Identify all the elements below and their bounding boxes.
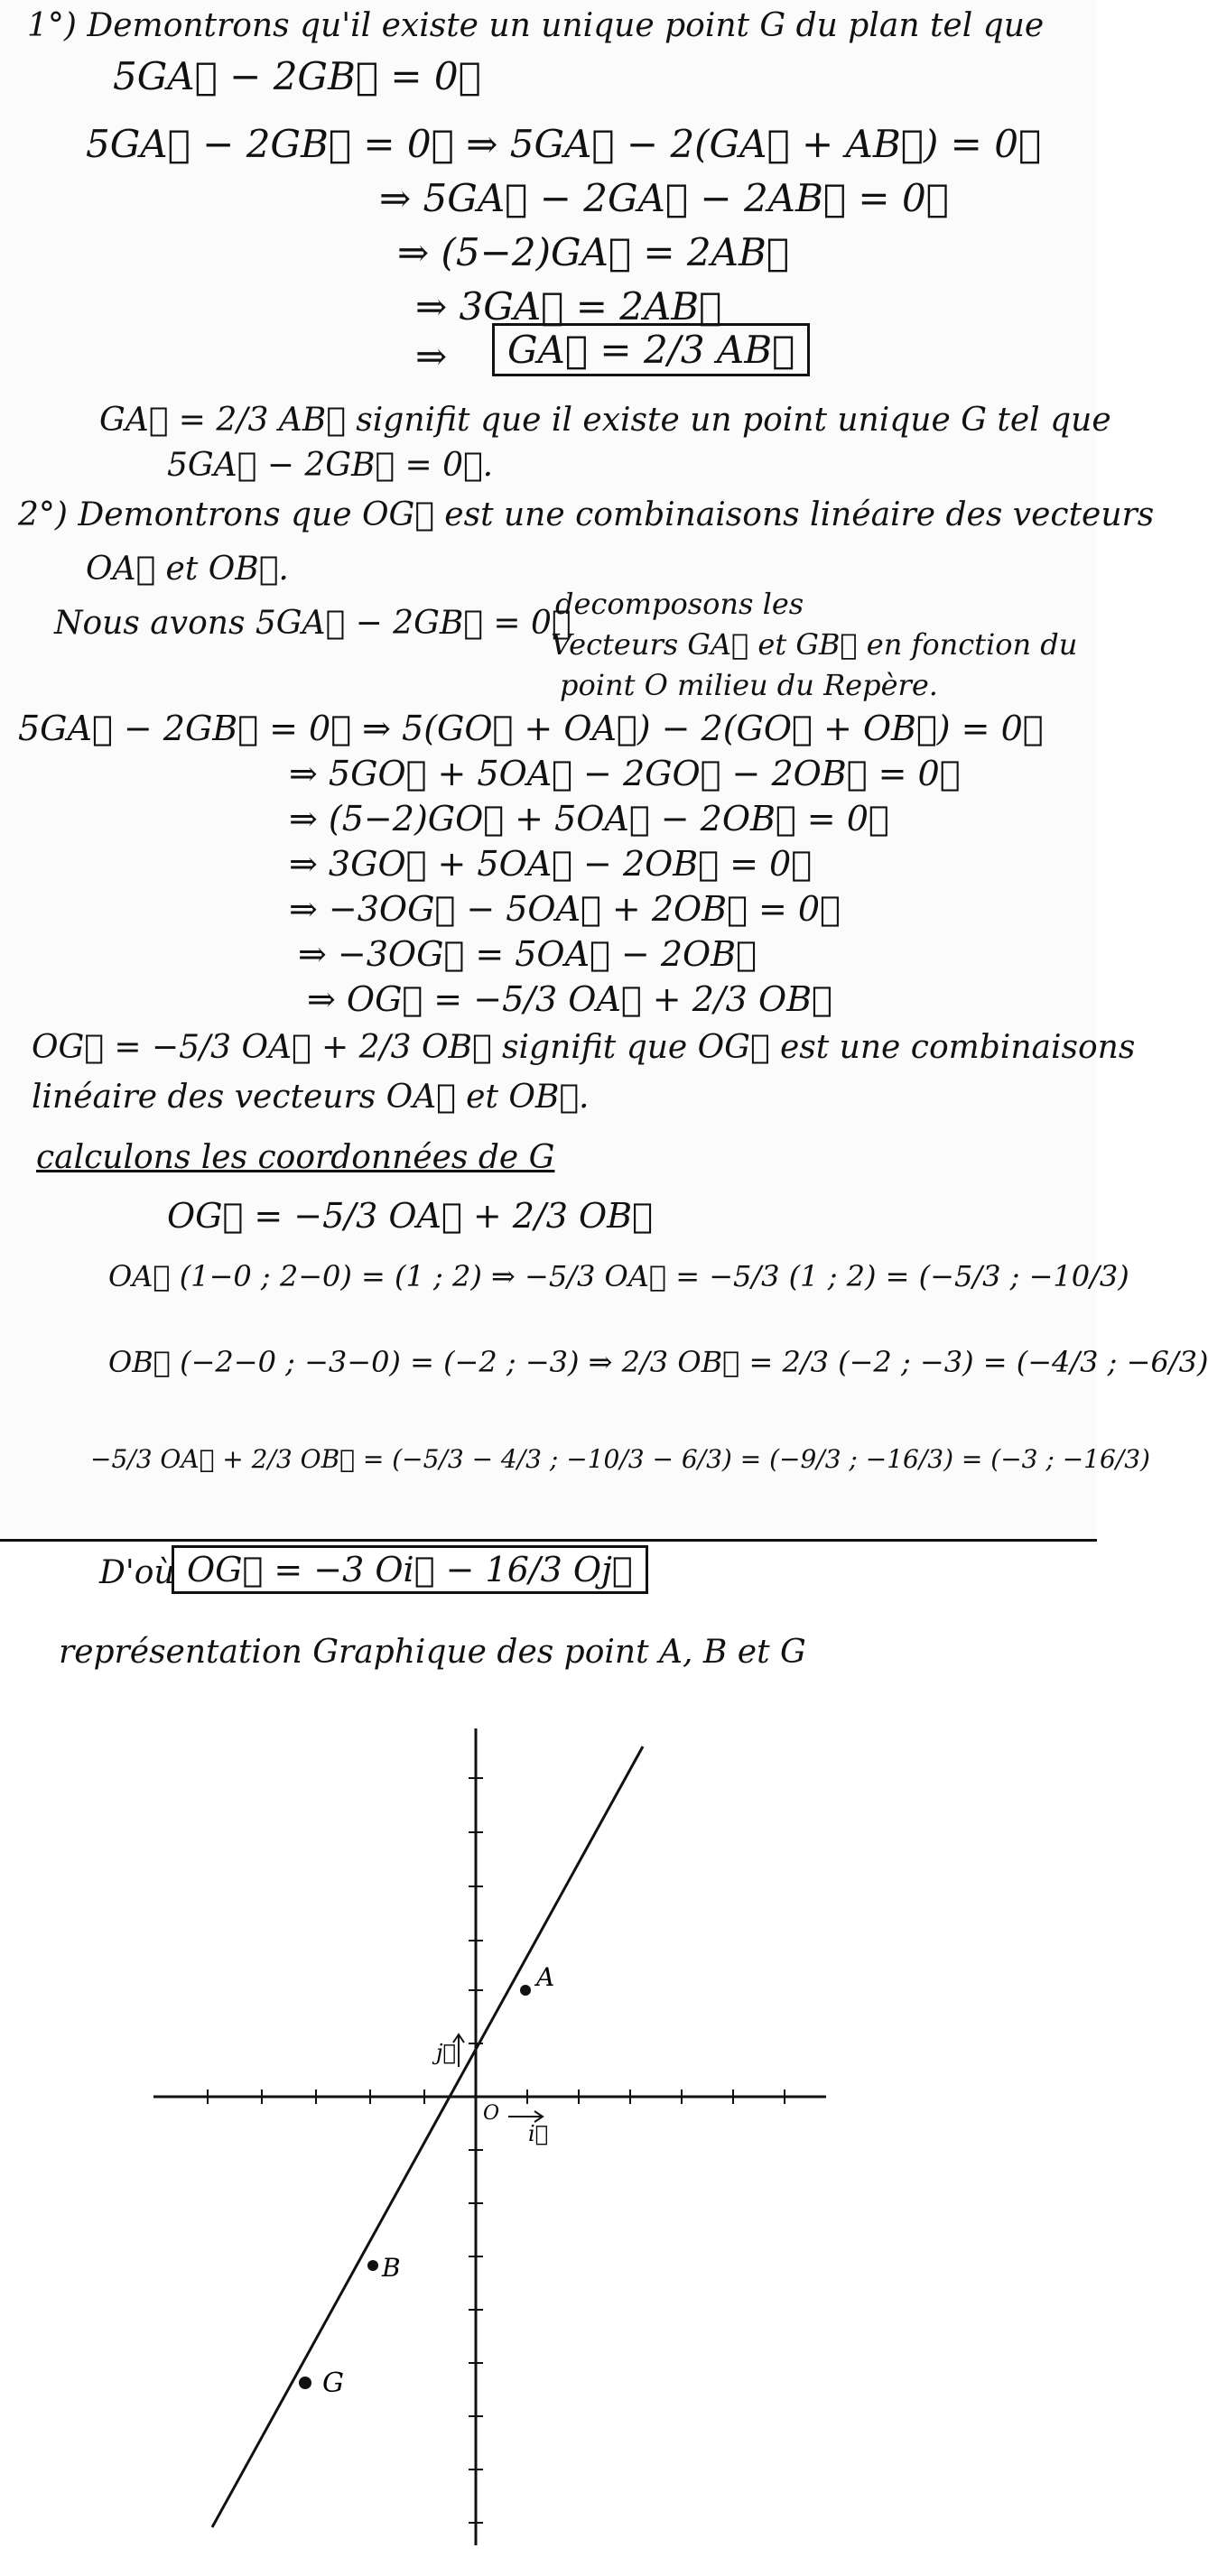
label-G: G [322, 2368, 344, 2399]
part2-step-7: ⇒ OG⃗ = −5/3 OA⃗ + 2/3 OB⃗ [307, 979, 832, 1019]
part2-step-5: ⇒ −3OG⃗ − 5OA⃗ + 2OB⃗ = 0⃗ [289, 889, 841, 929]
point-A [520, 1985, 531, 1996]
label-B: B [382, 2253, 401, 2283]
part2-step-4: ⇒ 3GO⃗ + 5OA⃗ − 2OB⃗ = 0⃗ [289, 844, 813, 884]
part1-equation: 5GA⃗ − 2GB⃗ = 0⃗ [113, 54, 481, 98]
part2-step-1: 5GA⃗ − 2GB⃗ = 0⃗ ⇒ 5(GO⃗ + OA⃗) − 2(GO⃗ + OB⃗) = 0⃗ [18, 709, 1044, 748]
graph-title: représentation Graphique des point A, B et G [59, 1634, 806, 1671]
label-A: A [536, 1962, 555, 1992]
part1-step-2: ⇒ 5GA⃗ − 2GA⃗ − 2AB⃗ = 0⃗ [379, 176, 949, 220]
part2-heading-2: OA⃗ et OB⃗. [86, 551, 289, 588]
part2-conclusion-2: linéaire des vecteurs OA⃗ et OB⃗. [32, 1079, 590, 1116]
part2-step-2: ⇒ 5GO⃗ + 5OA⃗ − 2GO⃗ − 2OB⃗ = 0⃗ [289, 754, 961, 793]
part3-line-4: −5/3 OA⃗ + 2/3 OB⃗ = (−5/3 − 4/3 ; −10/3 − 6/3) = (−9/3 ; −16/3) = (−3 ; −16/3) [90, 1444, 1150, 1474]
part3-boxed-result: OG⃗ = −3 Oi⃗ − 16/3 Oj⃗ [172, 1545, 648, 1594]
part2-step-3: ⇒ (5−2)GO⃗ + 5OA⃗ − 2OB⃗ = 0⃗ [289, 799, 889, 839]
part2-intro-equation: Nous avons 5GA⃗ − 2GB⃗ = 0⃗ [54, 605, 571, 642]
part1-step-1: 5GA⃗ − 2GB⃗ = 0⃗ ⇒ 5GA⃗ − 2(GA⃗ + AB⃗) = 0⃗ [86, 122, 1042, 166]
part1-step-3: ⇒ (5−2)GA⃗ = 2AB⃗ [397, 230, 790, 274]
part3-line-2: OA⃗ (1−0 ; 2−0) = (1 ; 2) ⇒ −5/3 OA⃗ = −5/3 (1 ; 2) = (−5/3 ; −10/3) [108, 1259, 1129, 1293]
part1-conclusion-2: 5GA⃗ − 2GB⃗ = 0⃗. [167, 447, 494, 484]
label-j: j⃗ [436, 2040, 456, 2065]
part2-note-3: point O milieu du Repère. [560, 668, 938, 702]
line-ABG [212, 1747, 643, 2527]
part2-step-6: ⇒ −3OG⃗ = 5OA⃗ − 2OB⃗ [298, 934, 757, 974]
label-O: O [483, 2102, 500, 2125]
part1-conclusion-1: GA⃗ = 2/3 AB⃗ signifit que il existe un point unique G tel que [99, 402, 1111, 439]
part2-note-2: Vecteurs GA⃗ et GB⃗ en fonction du [551, 627, 1078, 662]
point-G [299, 2377, 311, 2389]
part3-line-1: OG⃗ = −5/3 OA⃗ + 2/3 OB⃗ [167, 1196, 653, 1236]
part1-step-4: ⇒ 3GA⃗ = 2AB⃗ [415, 284, 722, 329]
part2-heading-1: 2°) Demontrons que OG⃗ est une combinaisons linéaire des vecteurs [18, 496, 1155, 533]
part3-result-prefix: D'où [99, 1554, 175, 1591]
part1-boxed-result: GA⃗ = 2/3 AB⃗ [492, 323, 810, 376]
label-i: i⃗ [528, 2121, 549, 2146]
point-B [367, 2260, 378, 2271]
part3-line-3: OB⃗ (−2−0 ; −3−0) = (−2 ; −3) ⇒ 2/3 OB⃗ = 2/3 (−2 ; −3) = (−4/3 ; −6/3) [108, 1345, 1208, 1379]
part3-heading: calculons les coordonnées de G [36, 1139, 555, 1176]
part2-note-1: decomposons les [555, 587, 804, 621]
part1-step-5: ⇒ [415, 334, 448, 378]
part2-conclusion-1: OG⃗ = −5/3 OA⃗ + 2/3 OB⃗ signifit que OG⃗ est une combinaisons [32, 1029, 1136, 1066]
part1-heading: 1°) Demontrons qu'il existe un unique point G du plan tel que [27, 7, 1045, 44]
